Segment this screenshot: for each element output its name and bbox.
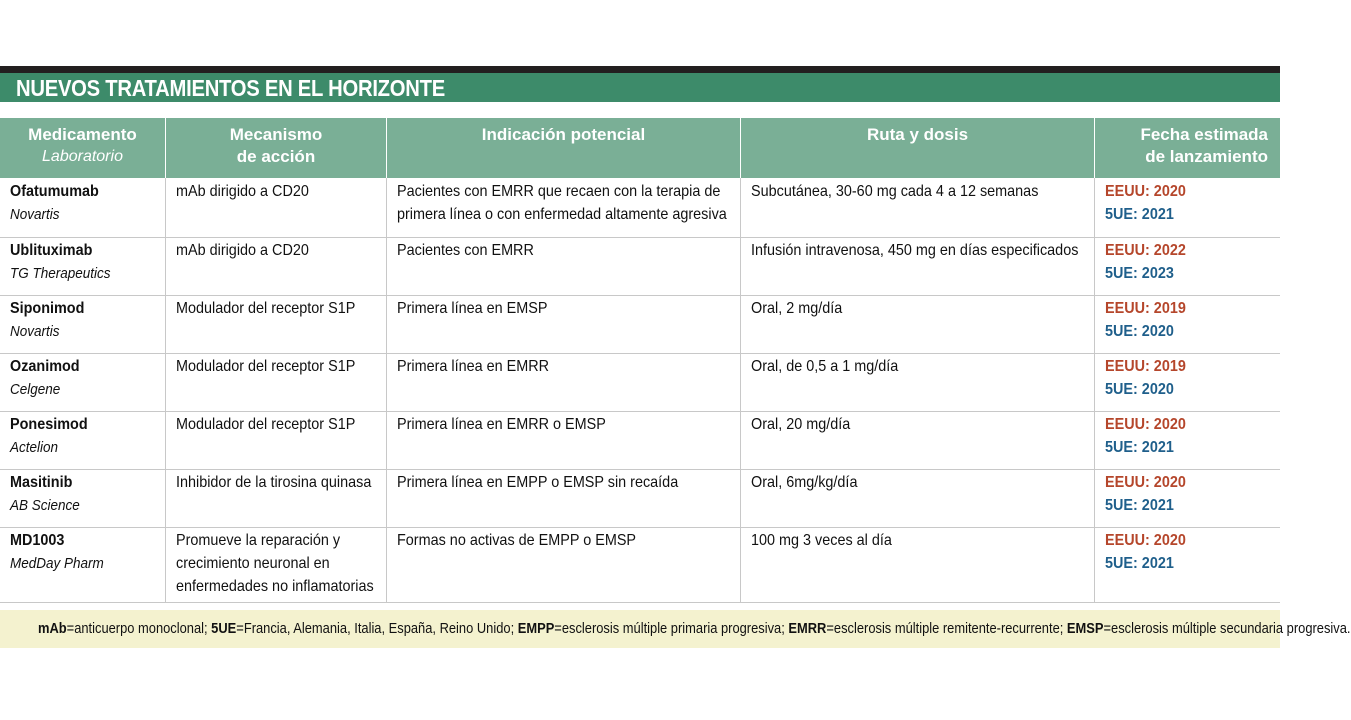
header-date <box>1095 118 1280 178</box>
mechanism-text: Modulador del receptor S1P <box>176 416 356 433</box>
drug-wrap <box>10 413 88 459</box>
drug-wrap <box>10 529 104 575</box>
header-mechanism-line2: de acción <box>236 147 316 166</box>
mechanism-cell <box>166 353 387 411</box>
mechanism-cell <box>166 527 387 602</box>
footnote-def: =esclerosis múltiple remitente-recurrente; <box>826 620 1067 637</box>
route-cell <box>741 469 1095 527</box>
lab-name: AB Science <box>10 497 80 514</box>
date-eu: 5UE: 2021 <box>1105 439 1174 456</box>
indication-wrap <box>397 413 606 436</box>
indication-wrap <box>397 355 549 378</box>
top-rule <box>0 66 1280 73</box>
mechanism-wrap <box>176 297 355 320</box>
footnote-term: EMRR <box>788 620 827 637</box>
drug-name: MD1003 <box>10 532 65 549</box>
table-header <box>0 118 1280 178</box>
route-wrap <box>751 355 898 378</box>
mechanism-cell <box>166 411 387 469</box>
mechanism-text: mAb dirigido a CD20 <box>176 242 309 259</box>
indication-wrap <box>397 297 547 320</box>
mechanism-cell <box>166 178 387 237</box>
route-text: Oral, de 0,5 a 1 mg/día <box>751 358 899 375</box>
indication-text: Pacientes con EMRR <box>397 242 534 259</box>
date-us: EEUU: 2020 <box>1105 532 1186 549</box>
indication-cell <box>387 178 741 237</box>
date-cell <box>1095 353 1280 411</box>
footnote-def: =esclerosis múltiple secundaria progresiva. <box>1103 620 1351 637</box>
header-mechanism-line1: Mecanismo <box>229 125 323 144</box>
date-us: EEUU: 2022 <box>1105 242 1186 259</box>
footnote-def: =Francia, Alemania, Italia, España, Reino Unido; <box>236 620 518 637</box>
header-drug-label: Medicamento <box>28 125 137 144</box>
lab-name: Celgene <box>10 381 61 398</box>
indication-wrap <box>397 180 727 226</box>
drug-name: Ozanimod <box>10 358 80 375</box>
route-text: Oral, 2 mg/día <box>751 300 843 317</box>
indication-text: Pacientes con EMRR que recaen con la terapia de <box>397 183 721 200</box>
drug-wrap <box>10 180 99 226</box>
indication-cell <box>387 353 741 411</box>
indication-cell <box>387 411 741 469</box>
date-eu: 5UE: 2020 <box>1105 323 1174 340</box>
indication-wrap <box>397 529 636 552</box>
drug-cell <box>0 411 166 469</box>
date-eu: 5UE: 2021 <box>1105 555 1174 572</box>
mechanism-wrap <box>176 239 309 262</box>
drug-cell <box>0 237 166 295</box>
indication-text: Primera línea en EMRR <box>397 358 550 375</box>
date-cell <box>1095 411 1280 469</box>
indication-text: Primera línea en EMPP o EMSP sin recaída <box>397 474 679 491</box>
route-wrap <box>751 529 892 552</box>
date-us: EEUU: 2019 <box>1105 358 1186 375</box>
route-cell <box>741 178 1095 237</box>
date-us: EEUU: 2019 <box>1105 300 1186 317</box>
mechanism-wrap <box>176 471 371 494</box>
lab-name: TG Therapeutics <box>10 265 111 282</box>
mechanism-text: Inhibidor de la tirosina quinasa <box>176 474 372 491</box>
date-eu: 5UE: 2021 <box>1105 206 1174 223</box>
drug-name: Ublituximab <box>10 242 93 259</box>
footnote-def: =esclerosis múltiple primaria progresiva; <box>554 620 789 637</box>
indication-cell <box>387 469 741 527</box>
date-us: EEUU: 2020 <box>1105 416 1186 433</box>
route-wrap <box>751 239 1078 262</box>
header-date-line2: de lanzamiento <box>1145 147 1268 166</box>
footnote-text <box>38 620 1351 637</box>
date-eu: 5UE: 2023 <box>1105 265 1174 282</box>
date-eu: 5UE: 2020 <box>1105 381 1174 398</box>
header-lab-label: Laboratorio <box>42 148 123 165</box>
header-route <box>741 118 1095 178</box>
route-text: Subcutánea, 30-60 mg cada 4 a 12 semanas <box>751 183 1039 200</box>
date-wrap <box>1105 297 1186 343</box>
mechanism-text: Promueve la reparación y <box>176 532 341 549</box>
route-cell <box>741 353 1095 411</box>
indication-cell <box>387 295 741 353</box>
table-row <box>0 295 1280 354</box>
drug-cell <box>0 295 166 353</box>
date-cell <box>1095 469 1280 527</box>
table-row <box>0 411 1280 470</box>
drug-cell <box>0 527 166 602</box>
indication-wrap <box>397 471 678 494</box>
drug-wrap <box>10 355 80 401</box>
date-wrap <box>1105 413 1186 459</box>
drug-name: Siponimod <box>10 300 85 317</box>
footnote-term: EMPP <box>517 620 555 637</box>
table-row <box>0 469 1280 528</box>
drug-cell <box>0 353 166 411</box>
header-drug <box>0 118 166 178</box>
indication-cell <box>387 237 741 295</box>
route-wrap <box>751 297 842 320</box>
table-row <box>0 527 1280 603</box>
drug-name: Masitinib <box>10 474 73 491</box>
mechanism-text: mAb dirigido a CD20 <box>176 183 309 200</box>
date-wrap <box>1105 471 1186 517</box>
indication-text: Primera línea en EMRR o EMSP <box>397 416 606 433</box>
route-text: Oral, 6mg/kg/día <box>751 474 858 491</box>
date-wrap <box>1105 180 1186 226</box>
mechanism-text: Modulador del receptor S1P <box>176 358 356 375</box>
route-text: Oral, 20 mg/día <box>751 416 851 433</box>
route-cell <box>741 527 1095 602</box>
table-row <box>0 353 1280 412</box>
table-row <box>0 178 1280 238</box>
mechanism-wrap <box>176 355 355 378</box>
mechanism-cell <box>166 237 387 295</box>
mechanism-text: crecimiento neuronal en <box>176 555 330 572</box>
table-row <box>0 237 1280 296</box>
lab-name: Novartis <box>10 323 60 340</box>
footnote-term: EMSP <box>1066 620 1104 637</box>
route-wrap <box>751 413 850 436</box>
header-date-line1: Fecha estimada <box>1140 125 1268 144</box>
lab-name: MedDay Pharm <box>10 555 104 572</box>
footnote-def: =anticuerpo monoclonal; <box>66 620 212 637</box>
drug-name: Ofatumumab <box>10 183 99 200</box>
lab-name: Actelion <box>10 439 59 456</box>
mechanism-text: enfermedades no inflamatorias <box>176 578 374 595</box>
date-us: EEUU: 2020 <box>1105 183 1186 200</box>
mechanism-text: Modulador del receptor S1P <box>176 300 356 317</box>
date-wrap <box>1105 529 1186 575</box>
date-cell <box>1095 295 1280 353</box>
date-wrap <box>1105 239 1186 285</box>
indication-wrap <box>397 239 534 262</box>
mechanism-wrap <box>176 413 355 436</box>
mechanism-cell <box>166 469 387 527</box>
header-mechanism <box>166 118 387 178</box>
date-wrap <box>1105 355 1186 401</box>
indication-text: Primera línea en EMSP <box>397 300 548 317</box>
drug-cell <box>0 178 166 237</box>
drug-name: Ponesimod <box>10 416 88 433</box>
lab-name: Novartis <box>10 206 60 223</box>
date-cell <box>1095 527 1280 602</box>
title-band <box>0 73 1280 102</box>
drug-wrap <box>10 297 84 343</box>
indication-text: primera línea o con enfermedad altamente agresiva <box>397 206 727 223</box>
route-cell <box>741 411 1095 469</box>
route-wrap <box>751 180 1038 203</box>
date-cell <box>1095 237 1280 295</box>
drug-wrap <box>10 239 111 285</box>
route-text: 100 mg 3 veces al día <box>751 532 892 549</box>
route-wrap <box>751 471 857 494</box>
route-cell <box>741 237 1095 295</box>
footnote-term: 5UE <box>211 620 237 637</box>
date-cell <box>1095 178 1280 237</box>
drug-wrap <box>10 471 80 517</box>
header-route-label: Ruta y dosis <box>866 125 969 144</box>
footnote-term: mAb <box>38 620 67 637</box>
drug-cell <box>0 469 166 527</box>
indication-text: Formas no activas de EMPP o EMSP <box>397 532 637 549</box>
mechanism-cell <box>166 295 387 353</box>
header-indication-label: Indicación potencial <box>481 125 646 144</box>
route-text: Infusión intravenosa, 450 mg en días especificados <box>751 242 1079 259</box>
date-us: EEUU: 2020 <box>1105 474 1186 491</box>
route-cell <box>741 295 1095 353</box>
date-eu: 5UE: 2021 <box>1105 497 1174 514</box>
footnote <box>0 610 1351 648</box>
indication-cell <box>387 527 741 602</box>
mechanism-wrap <box>176 529 374 598</box>
mechanism-wrap <box>176 180 309 203</box>
page-title: NUEVOS TRATAMIENTOS EN EL HORIZONTE <box>16 75 445 101</box>
header-indication <box>387 118 741 178</box>
